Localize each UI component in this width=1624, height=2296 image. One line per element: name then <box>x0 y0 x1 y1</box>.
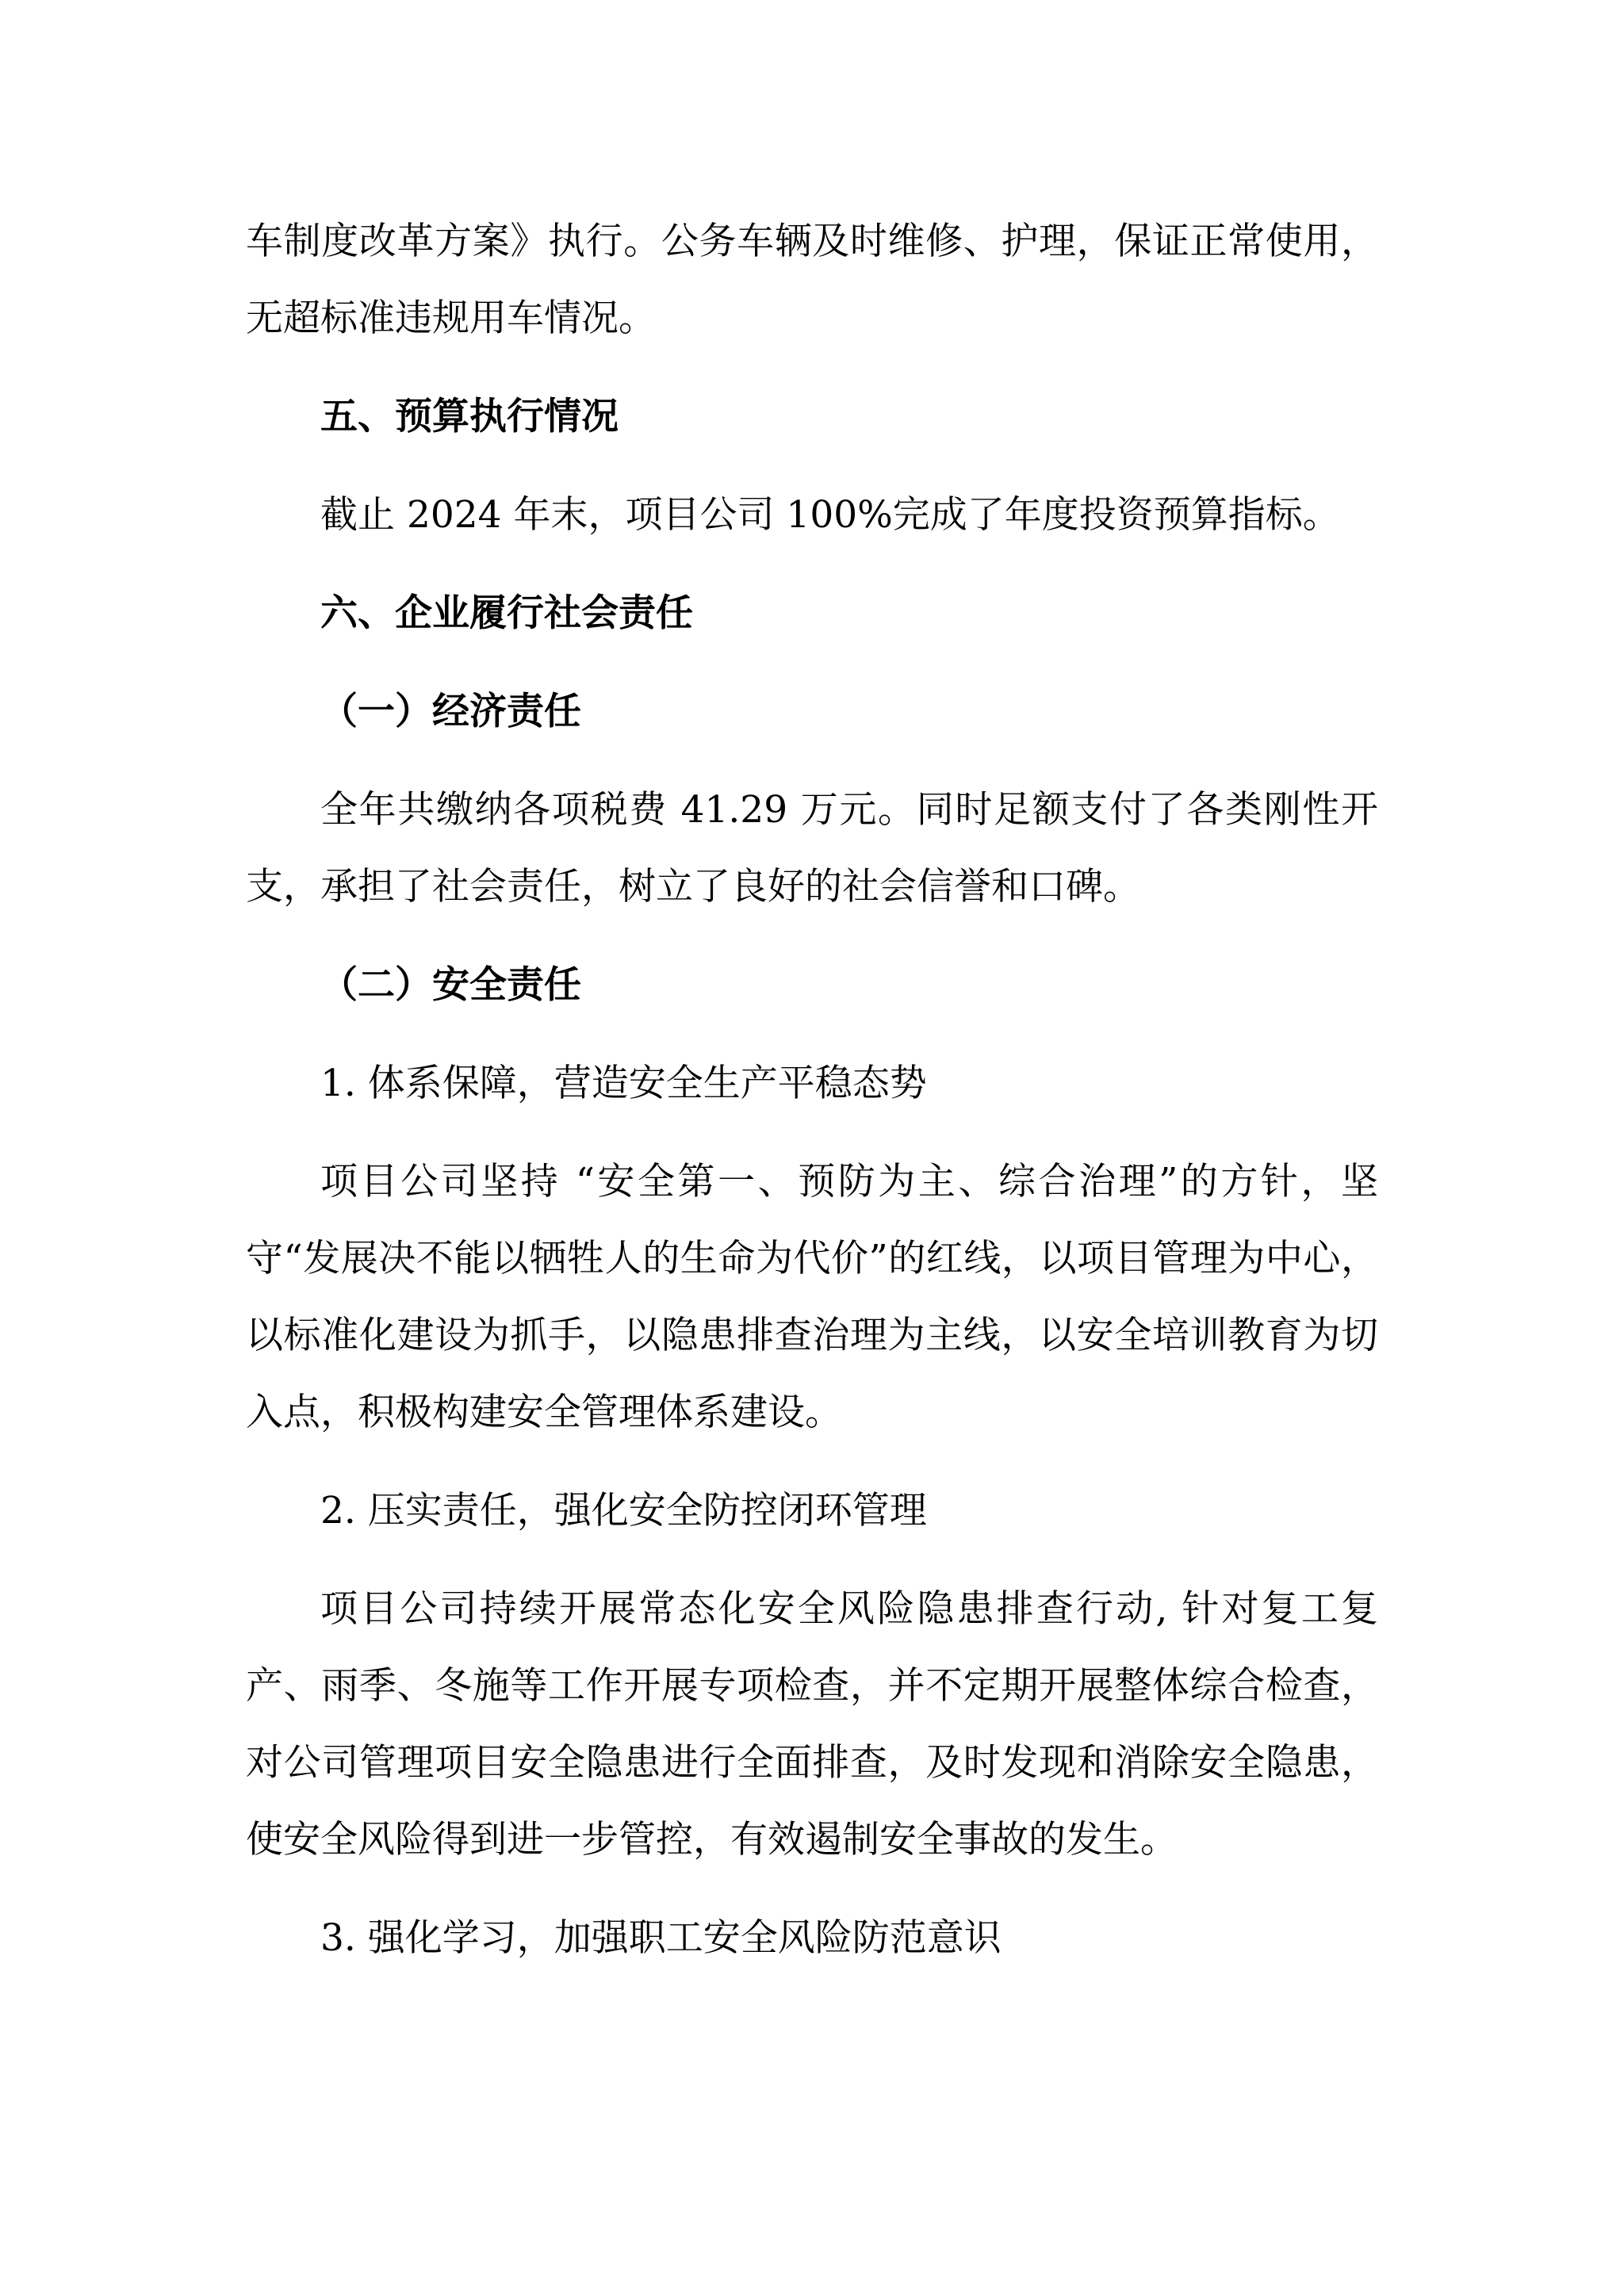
paragraph-taxes-paid: 全年共缴纳各项税费 41.29 万元。同时足额支付了各类刚性开支，承担了社会责任，树立了良好的社会信誉和口碑。 <box>246 788 1378 909</box>
heading-section-6-social-responsibility: 六、企业履行社会责任 <box>320 591 693 635</box>
paragraph-budget-completion: 截止 2024 年末，项目公司 100%完成了年度投资预算指标。 <box>320 493 1340 537</box>
heading-safety-responsibility: （二）安全责任 <box>320 963 581 1007</box>
heading-section-5-budget-execution: 五、预算执行情况 <box>320 395 619 438</box>
paragraph-vehicle-policy-continuation: 车制度改革方案》执行。公务车辆及时维修、护理，保证正常使用，无超标准违规用车情况。 <box>246 220 1378 340</box>
subheading-2-responsibility-closed-loop: 2. 压实责任，强化安全防控闭环管理 <box>320 1489 927 1533</box>
subheading-3-strengthen-learning: 3. 强化学习，加强职工安全风险防范意识 <box>320 1916 1002 1960</box>
paragraph-hazard-inspection: 项目公司持续开展常态化安全风险隐患排查行动, 针对复工复产、雨季、冬施等工作开展专项检查，并不定期开展整体综合检查，对公司管理项目安全隐患进行全面排查，及时发现和消除安全隐患，使安全风险得到进一步管控，有效遏制安全事故的发生。 <box>246 1587 1378 1862</box>
paragraph-safety-policy: 项目公司坚持 “安全第一、预防为主、综合治理”的方针，坚守“发展决不能以牺牲人的生命为代价”的红线，以项目管理为中心，以标准化建设为抓手，以隐患排查治理为主线，以安全培训教育为切入点，积极构建安全管理体系建设。 <box>246 1160 1378 1434</box>
subheading-1-system-guarantee: 1. 体系保障，营造安全生产平稳态势 <box>320 1062 927 1105</box>
heading-economic-responsibility: （一）经济责任 <box>320 690 581 733</box>
